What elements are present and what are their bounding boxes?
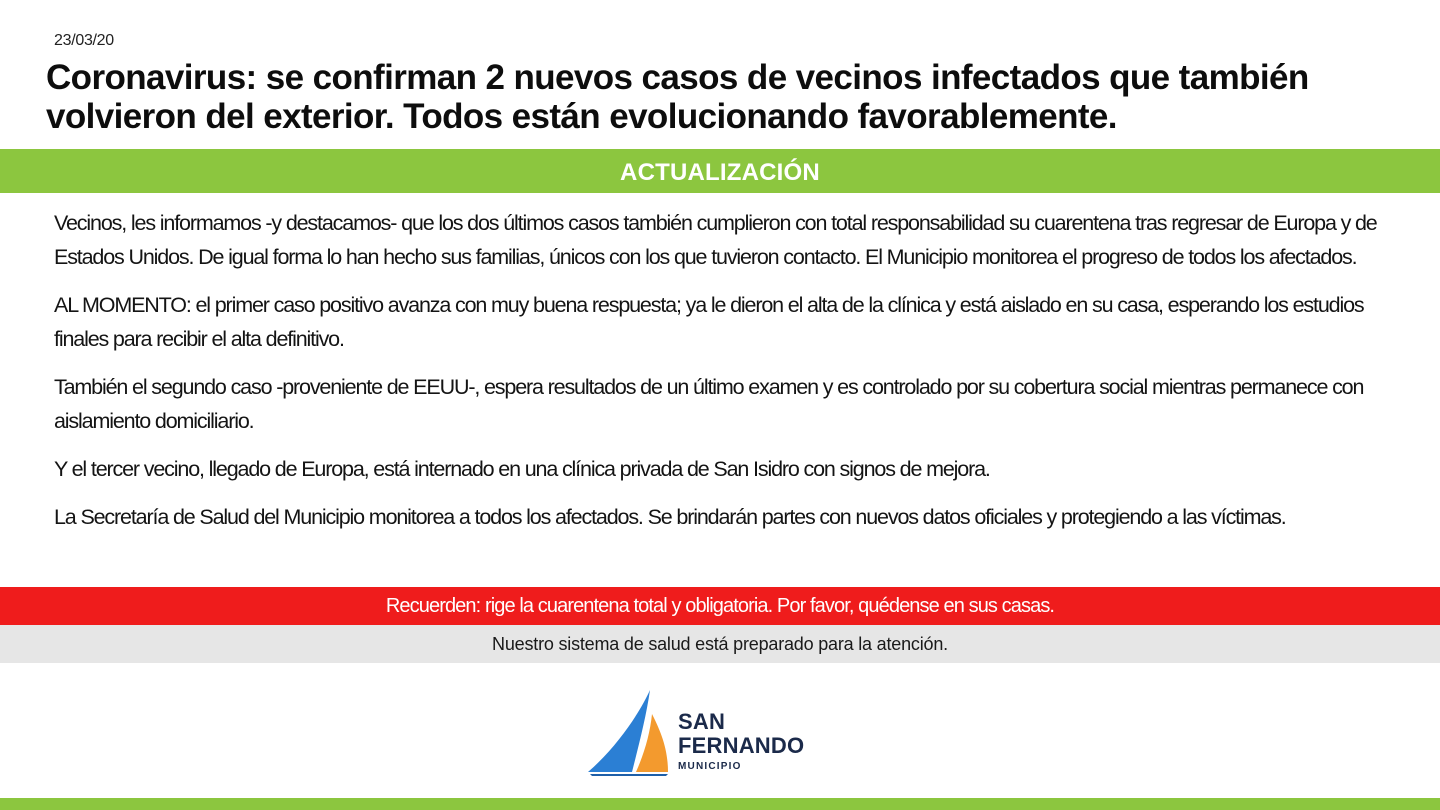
municipality-logo — [588, 690, 828, 776]
info-text: Nuestro sistema de salud está preparado para la atención. — [492, 633, 948, 654]
logo-line-municipio: MUNICIPIO — [678, 761, 742, 772]
logo-wordmark — [678, 710, 804, 774]
logo-line-san: SAN — [678, 709, 726, 734]
alert-text: Recuerden: rige la cuarentena total y obligatoria. Por favor, quédense en sus casas. — [385, 594, 1055, 617]
logo-line-fernando: FERNANDO — [678, 733, 805, 758]
section-banner — [0, 149, 1440, 193]
paragraph-2: AL MOMENTO: el primer caso positivo avanza con muy buena respuesta; ya le dieron el alta de la clínica y está aislado en su casa, esperando los estudios finales para recibir el alta definitivo. — [54, 293, 1364, 351]
article-body — [54, 206, 1394, 548]
paragraph-1: Vecinos, les informamos -y destacamos- que los dos últimos casos también cumplieron con total responsabilidad su cuarentena tras regresar de Europa y de Estados Unidos. De igual forma lo han hecho sus familias, únicos con los que tuvieron contacto. El Municipio monitorea el progreso de todos los afectados. — [54, 211, 1377, 269]
paragraph-3: También el segundo caso -proveniente de EEUU-, espera resultados de un último examen y es controlado por su cobertura social mientras permanece con aislamiento domiciliario. — [54, 375, 1364, 433]
section-label: ACTUALIZACIÓN — [620, 159, 820, 186]
page-title: Coronavirus: se confirman 2 nuevos casos de vecinos infectados que también volvieron del exterior. Todos están evolucionando favorablemente. — [46, 58, 1309, 136]
publication-date: 23/03/20 — [54, 32, 114, 49]
quarantine-alert-banner — [0, 587, 1440, 625]
paragraph-4: Y el tercer vecino, llegado de Europa, está internado en una clínica privada de San Isidro con signos de mejora. — [54, 457, 990, 481]
sailboat-icon — [588, 690, 672, 776]
paragraph-5: La Secretaría de Salud del Municipio monitorea a todos los afectados. Se brindarán partes con nuevos datos oficiales y protegiendo a las víctimas. — [54, 505, 1286, 529]
health-info-banner — [0, 625, 1440, 663]
footer-stripe — [0, 798, 1440, 810]
